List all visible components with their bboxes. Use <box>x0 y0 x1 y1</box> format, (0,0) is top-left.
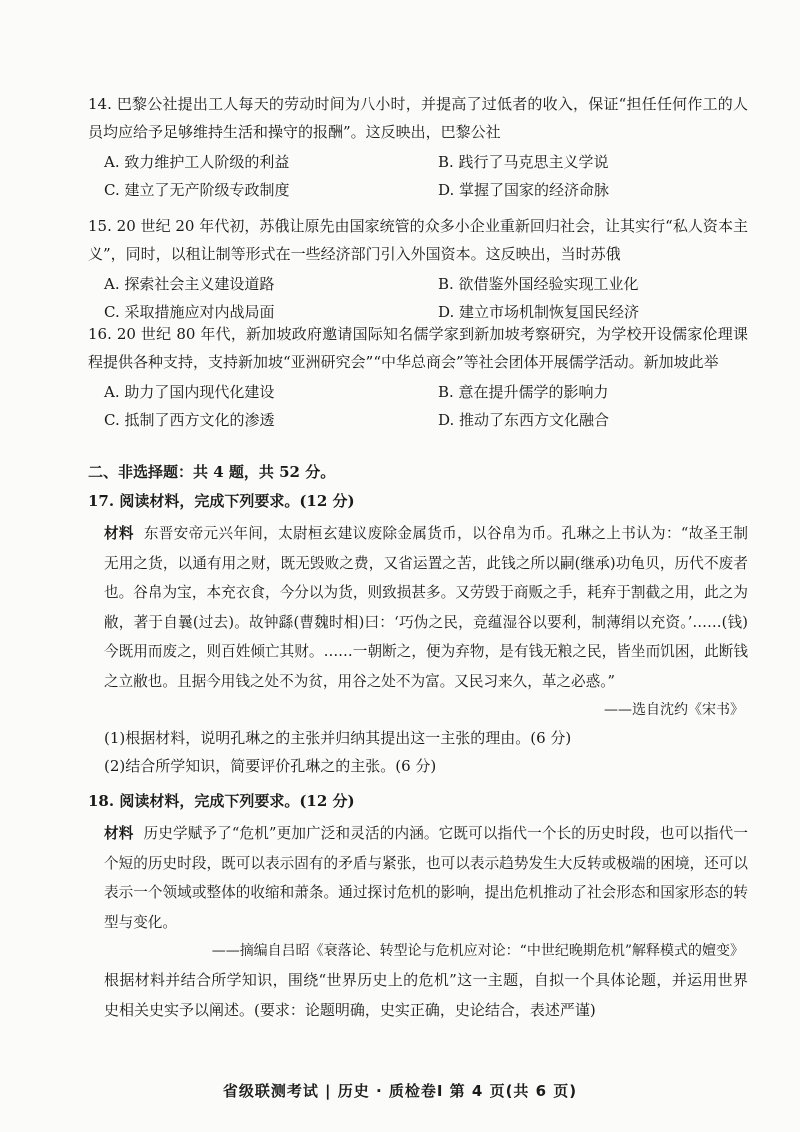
option-a: A. 探索社会主义建设道路 <box>104 275 275 293</box>
question-17-heading: 17. 阅读材料，完成下列要求。(12 分) <box>88 492 355 510</box>
question-16-stem: 16. 20 世纪 80 年代，新加坡政府邀请国际知名儒学家到新加坡考察研究，为学校开设儒家伦理课程提供各种支持，支持新加坡“亚洲研究会”“中华总商会”等社会团体开展儒学活动。新加坡此举 <box>88 325 748 371</box>
option-c: C. 采取措施应对内战局面 <box>104 303 275 321</box>
option-c: C. 抵制了西方文化的渗透 <box>104 411 275 429</box>
section-heading: 二、非选择题：共 4 题，共 52 分。 <box>88 463 336 481</box>
question-18-material <box>104 819 748 937</box>
option-c: C. 建立了无产阶级专政制度 <box>104 181 290 199</box>
material-label: 材料 <box>104 525 134 542</box>
question-15 <box>88 212 748 326</box>
question-18 <box>88 787 748 1025</box>
question-16 <box>88 320 748 434</box>
option-d: D. 掌握了国家的经济命脉 <box>438 181 610 199</box>
question-17-requirement-1: (1)根据材料，说明孔琳之的主张并归纳其提出这一主张的理由。(6 分) <box>104 729 572 747</box>
option-b: B. 践行了马克思主义学说 <box>438 153 609 171</box>
option-b: B. 意在提升儒学的影响力 <box>438 383 609 401</box>
option-b: B. 欲借鉴外国经验实现工业化 <box>438 275 639 293</box>
option-a: A. 助力了国内现代化建设 <box>104 383 275 401</box>
material-text: 历史学赋予了“危机”更加广泛和灵活的内涵。它既可以指代一个长的历史时段，也可以指代一个短的历史时段，既可以表示固有的矛盾与紧张，也可以表示趋势发生大反转或极端的困境，还可以表示一个领域或整体的收缩和萧条。通过探讨危机的影响，提出危机推动了社会形态和国家形态的转型与变化。 <box>104 825 748 931</box>
material-label: 材料 <box>104 825 134 842</box>
option-d: D. 建立市场机制恢复国民经济 <box>438 303 640 321</box>
question-16-options <box>88 378 748 434</box>
option-d: D. 推动了东西方文化融合 <box>438 411 610 429</box>
question-18-source: ——摘编自吕昭《衰落论、转型论与危机应对论：“中世纪晚期危机”解释模式的嬗变》 <box>211 943 744 959</box>
question-18-heading: 18. 阅读材料，完成下列要求。(12 分) <box>88 792 355 810</box>
question-15-stem: 15. 20 世纪 20 年代初，苏俄让原先由国家统管的众多小企业重新回归社会，让其实行“私人资本主义”，同时，以租让制等形式在一些经济部门引入外国资本。这反映出，当时苏俄 <box>88 217 748 263</box>
page-footer: 省级联测考试 | 历史 · 质检卷Ⅰ 第 4 页(共 6 页) <box>222 1082 578 1100</box>
option-a: A. 致力维护工人阶级的利益 <box>104 153 290 171</box>
question-14-options <box>88 148 748 204</box>
question-17-source: ——选自沈约《宋书》 <box>604 702 744 718</box>
material-text: 东晋安帝元兴年间，太尉桓玄建议废除金属货币，以谷帛为币。孔琳之上书认为：“故圣王制无用之货，以通有用之财，既无毁败之费，又省运置之苦，此钱之所以嗣(继承)功龟贝，历代不废者也。谷帛为宝，本充衣食，今分以为货，则致损甚多。又劳毁于商贩之手，耗弃于割截之用，此之为敝，著于自曩(过去)。故钟繇(曹魏时相)曰：‘巧伪之民，竞蕴湿谷以要利，制薄绢以充资。’……(钱)今既用而废之，则百姓倾亡其财。……一朝断之，便为弃物，是有钱无粮之民，皆坐而饥困，此断钱之立敝也。且据今用钱之处不为贫，用谷之处不为富。又民习来久，革之必惑。” <box>104 525 748 690</box>
question-17-requirement-2: (2)结合所学知识，简要评价孔琳之的主张。(6 分) <box>104 757 437 775</box>
question-18-task: 根据材料并结合所学知识，围绕“世界历史上的危机”这一主题，自拟一个具体论题，并运用世界史相关史实予以阐述。(要求：论题明确，史实正确，史论结合，表述严谨) <box>104 971 748 1019</box>
question-14-stem: 14. 巴黎公社提出工人每天的劳动时间为八小时，并提高了过低者的收入，保证“担任任何作工的人员均应给予足够维持生活和操守的报酬”。这反映出，巴黎公社 <box>88 95 748 141</box>
question-15-options <box>88 270 748 326</box>
question-14 <box>88 90 748 204</box>
question-17-material <box>104 519 748 696</box>
question-17 <box>88 487 748 780</box>
